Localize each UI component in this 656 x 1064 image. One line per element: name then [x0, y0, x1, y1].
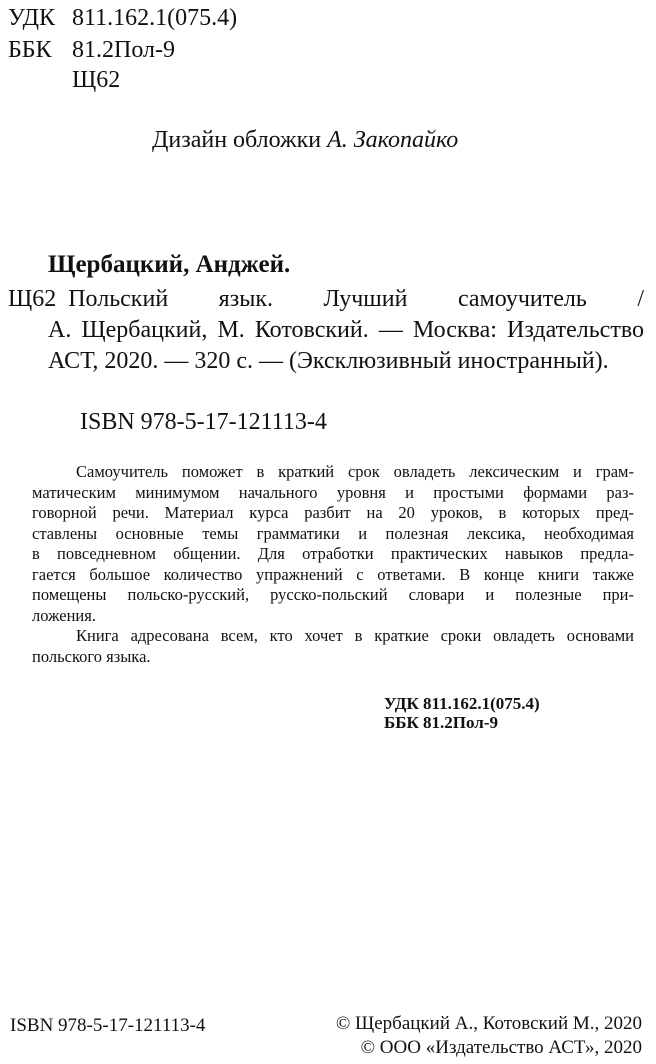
abstract-line: Книга адресована всем, кто хочет в краткие сроки овладеть основами: [76, 626, 634, 645]
footer-isbn: ISBN 978-5-17-121113-4: [10, 1015, 206, 1036]
udk-row: [8, 4, 308, 32]
author-code: Щ62: [8, 286, 57, 312]
cover-designer-name: А. Закопайко: [327, 127, 459, 153]
abstract-line: матическим минимумом начального уровня и простыми формами раз-: [32, 482, 634, 502]
author-code-top: Щ62: [72, 67, 121, 93]
bibliographic-record: [8, 284, 644, 377]
cover-design-prefix: Дизайн обложки: [152, 127, 322, 153]
udk-label: УДК: [8, 5, 55, 31]
author-heading: Щербацкий, Анджей.: [48, 251, 291, 278]
isbn-main: ISBN 978-5-17-121113-4: [80, 409, 327, 435]
abstract-line: в повседневном общении. Для отработки практических навыков предла-: [32, 544, 634, 563]
bbk-label: ББК: [8, 37, 52, 63]
biblio-line-2: А. Щербацкий, М. Котовский. — Москва: Издательство: [48, 317, 644, 343]
abstract-line: польского языка.: [32, 646, 151, 666]
copyright-publisher: © ООО «Издательство АСТ», 2020: [360, 1037, 642, 1058]
abstract-line: Самоучитель поможет в краткий срок овладеть лексическим и грам-: [76, 462, 634, 481]
biblio-title-line: Польский язык. Лучший самоучитель /: [68, 286, 644, 312]
abstract-line: гается большое количество упражнений с ответами. В конце книги также: [32, 564, 634, 584]
abstract-line: говорной речи. Материал курса разбит на 20 уроков, в которых пред-: [32, 503, 634, 522]
abstract-line: помещены польско-русский, русско-польский словари и полезные при-: [32, 585, 634, 604]
copyright-authors: © Щербацкий А., Котовский М., 2020: [335, 1013, 642, 1034]
udk-value: 811.162.1(075.4): [72, 5, 238, 31]
abstract-line: ставлены основные темы грамматики и полезная лексика, необходимая: [32, 523, 634, 543]
abstract: [32, 462, 634, 667]
small-udk: УДК 811.162.1(075.4): [384, 694, 540, 713]
small-bbk: ББК 81.2Пол-9: [384, 713, 499, 732]
bbk-value: 81.2Пол-9: [72, 37, 175, 63]
abstract-line: ложения.: [32, 605, 96, 625]
bbk-row: [8, 36, 308, 64]
cover-design-credit: [152, 126, 458, 154]
biblio-line-1: [8, 284, 644, 315]
biblio-line-3: АСТ, 2020. — 320 с. — (Эксклюзивный иностранный).: [48, 348, 609, 374]
